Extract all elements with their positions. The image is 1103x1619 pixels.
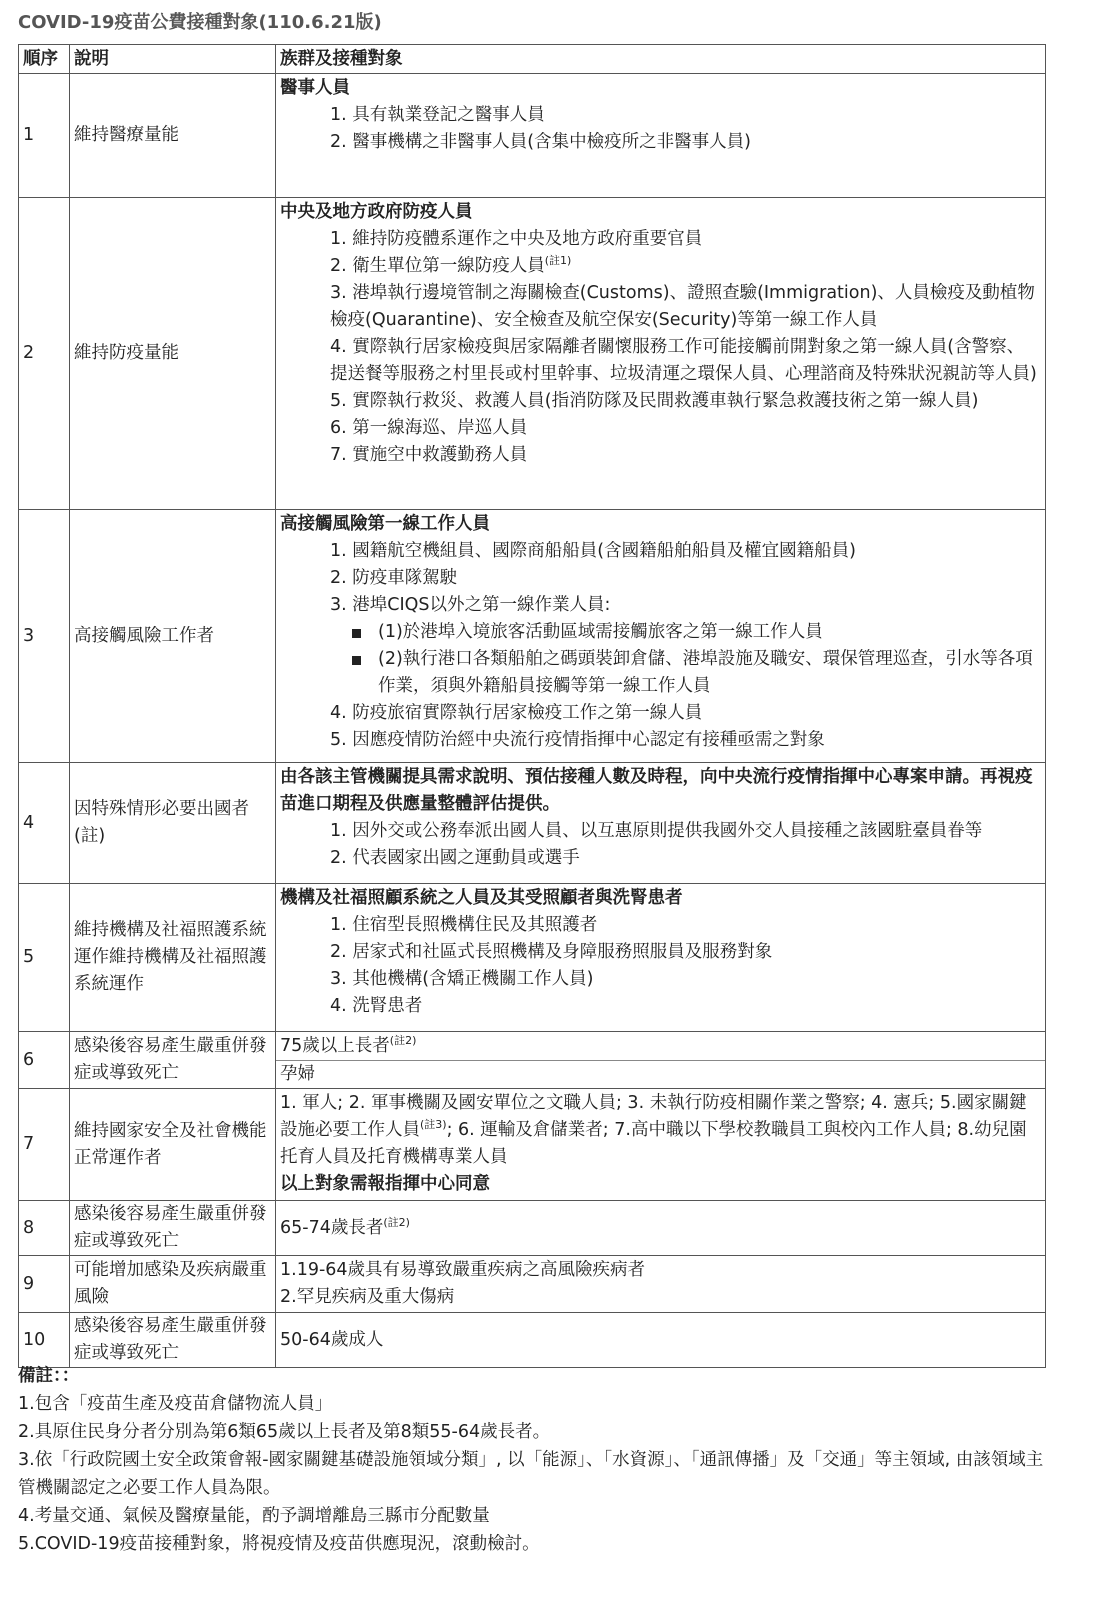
list-item: 3. 港埠執行邊境管制之海關檢查(Customs)、證照查驗(Immigration)、人員檢疫及動植物檢疫(Quarantine)、安全檢查及航空保安(Security)等第一線工作人員 — [330, 283, 1035, 330]
list-item: 1. 具有執業登記之醫事人員 — [330, 105, 545, 125]
header-description: 說明 — [70, 45, 276, 74]
row-order: 4 — [19, 763, 70, 884]
row-target-group — [276, 74, 1046, 198]
table-row — [19, 510, 1046, 763]
table-row — [19, 1201, 1046, 1256]
list-item: 2. 代表國家出國之運動員或選手 — [330, 848, 580, 868]
row-order: 2 — [19, 198, 70, 510]
group-items — [280, 912, 1041, 1020]
row-target-group — [276, 884, 1046, 1032]
target-paragraph — [280, 1090, 1041, 1171]
list-item: 2. 居家式和社區式長照機構及身障服務照服員及服務對象 — [330, 942, 773, 962]
row-target-group — [276, 198, 1046, 510]
row-target-group — [276, 510, 1046, 763]
row-description: 高接觸風險工作者 — [70, 510, 276, 763]
remarks-heading: 備註：： — [18, 1366, 80, 1386]
table-row — [19, 1256, 1046, 1313]
remark-item: 5.COVID-19疫苗接種對象，將視疫情及疫苗供應現況，滾動檢討。 — [18, 1534, 540, 1554]
group-title: 由各該主管機關提具需求說明、預估接種人數及時程，向中央流行疫情指揮中心專案申請。再視疫苗進口期程及供應量整體評估提供。 — [280, 767, 1033, 814]
list-item — [310, 592, 1041, 700]
list-item: 2. 醫事機構之非醫事人員(含集中檢疫所之非醫事人員) — [330, 132, 751, 152]
list-item: 1. 因外交或公務奉派出國人員、以互惠原則提供我國外交人員接種之該國駐臺員眷等 — [330, 821, 983, 841]
row-description: 因特殊情形必要出國者(註) — [70, 763, 276, 884]
group-items — [280, 818, 1041, 872]
target-line: 1.19-64歲具有易導致嚴重疾病之高風險疾病者 — [280, 1260, 646, 1280]
table-row — [19, 1313, 1046, 1368]
table-row — [19, 1089, 1046, 1201]
row-order: 8 — [19, 1201, 70, 1256]
row-target-group — [276, 763, 1046, 884]
row-order: 7 — [19, 1089, 70, 1201]
row-description: 感染後容易產生嚴重併發症或導致死亡 — [70, 1032, 276, 1089]
row-description: 維持機構及社福照護系統運作維持機構及社福照護系統運作 — [70, 884, 276, 1032]
target-text: ; 6. 運輸及倉儲業者; 7.高中職以下學校教職員工與校內工作人員; 8.幼兒園托育人員及托育機構專業人員 — [280, 1120, 1027, 1167]
footnote-ref: (註1) — [544, 254, 572, 268]
row-description: 維持防疫量能 — [70, 198, 276, 510]
sub-list-item: (2)執行港口各類船舶之碼頭裝卸倉儲、港埠設施及職安、環保管理巡查，引水等各項作業，須與外籍船員接觸等第一線工作人員 — [350, 646, 1041, 700]
table-row — [19, 74, 1046, 198]
row-target-group — [276, 1089, 1046, 1201]
list-item: 4. 實際執行居家檢疫與居家隔離者關懷服務工作可能接觸前開對象之第一線人員(含警察、提送餐等服務之村里長或村里幹事、垃圾清運之環保人員、心理諮商及特殊狀況親訪等人員) — [330, 337, 1037, 384]
group-title: 醫事人員 — [280, 78, 350, 98]
table-row — [19, 198, 1046, 510]
group-title: 高接觸風險第一線工作人員 — [280, 514, 490, 534]
list-item: 6. 第一線海巡、岸巡人員 — [330, 418, 528, 438]
row-order: 10 — [19, 1313, 70, 1368]
row-order: 9 — [19, 1256, 70, 1313]
header-order: 順序 — [19, 45, 70, 74]
list-item-text: 3. 港埠CIQS以外之第一線作業人員: — [330, 595, 611, 615]
group-items — [280, 102, 1041, 156]
target-line — [276, 1033, 1045, 1060]
list-item: 5. 實際執行救災、救護人員(指消防隊及民間救護車執行緊急救護技術之第一線人員) — [330, 391, 979, 411]
row-description: 可能增加感染及疾病嚴重風險 — [70, 1256, 276, 1313]
list-item: 3. 其他機構(含矯正機關工作人員) — [330, 969, 594, 989]
list-item: 4. 防疫旅宿實際執行居家檢疫工作之第一線人員 — [330, 703, 703, 723]
footnote-ref: (註2) — [389, 1033, 417, 1047]
remark-item: 2.具原住民身分者分別為第6類65歲以上長者及第8類55-64歲長者。 — [18, 1422, 551, 1442]
vaccine-priority-table — [18, 44, 1046, 1368]
list-item: 1. 維持防疫體系運作之中央及地方政府重要官員 — [330, 229, 703, 249]
list-item: 7. 實施空中救護勤務人員 — [330, 445, 528, 465]
group-items — [280, 226, 1041, 469]
table-row — [19, 884, 1046, 1032]
row-description: 維持醫療量能 — [70, 74, 276, 198]
list-item-text: 2. 衛生單位第一線防疫人員 — [330, 256, 545, 276]
group-items — [280, 538, 1041, 754]
row-order: 6 — [19, 1032, 70, 1089]
row-target-group: 50-64歲成人 — [276, 1313, 1046, 1368]
list-item: 1. 國籍航空機組員、國際商船船員(含國籍船舶船員及權宜國籍船員) — [330, 541, 856, 561]
row-description: 維持國家安全及社會機能正常運作者 — [70, 1089, 276, 1201]
remark-item: 1.包含「疫苗生產及疫苗倉儲物流人員」 — [18, 1394, 333, 1414]
table-row — [19, 1032, 1046, 1089]
target-line: 2.罕見疾病及重大傷病 — [280, 1287, 455, 1307]
target-text: 1. 軍人; 2. 軍事機關及國安單位之文職人員; 3. 未執行防疫相關作業之警察; 4. 憲兵; 5.國家關鍵設施必要工作人員 — [280, 1093, 1027, 1140]
target-text: 75歲以上長者 — [280, 1035, 390, 1056]
list-item — [310, 253, 1041, 280]
table-header-row — [19, 45, 1046, 74]
list-item: 4. 洗腎患者 — [330, 996, 423, 1016]
row-target-group — [276, 1201, 1046, 1256]
remark-item: 4.考量交通、氣候及醫療量能，酌予調增離島三縣市分配數量 — [18, 1506, 490, 1526]
remarks-section — [18, 1362, 1048, 1558]
approval-note: 以上對象需報指揮中心同意 — [280, 1174, 490, 1194]
group-title: 機構及社福照顧系統之人員及其受照顧者與洗腎患者 — [280, 888, 683, 908]
page-title: COVID-19疫苗公費接種對象(110.6.21版) — [18, 12, 382, 33]
footnote-ref: (註3) — [420, 1118, 447, 1132]
row-target-group — [276, 1032, 1046, 1089]
row-description: 感染後容易產生嚴重併發症或導致死亡 — [70, 1313, 276, 1368]
table-row — [19, 763, 1046, 884]
list-item: 2. 防疫車隊駕駛 — [330, 568, 458, 588]
row-order: 1 — [19, 74, 70, 198]
target-text: 65-74歲長者 — [280, 1217, 384, 1238]
row-order: 5 — [19, 884, 70, 1032]
sub-list-item: (1)於港埠入境旅客活動區域需接觸旅客之第一線工作人員 — [350, 619, 1041, 646]
row-description: 感染後容易產生嚴重併發症或導致死亡 — [70, 1201, 276, 1256]
group-title: 中央及地方政府防疫人員 — [280, 202, 473, 222]
target-line: 孕婦 — [276, 1060, 1045, 1088]
list-item: 5. 因應疫情防治經中央流行疫情指揮中心認定有接種亟需之對象 — [330, 730, 825, 750]
header-target-group: 族群及接種對象 — [276, 45, 1046, 74]
row-target-group — [276, 1256, 1046, 1313]
row-order: 3 — [19, 510, 70, 763]
remark-item: 3.依「行政院國土安全政策會報-國家關鍵基礎設施領域分類」, 以「能源」、「水資源」、「通訊傳播」及「交通」等主領域, 由該領域主管機關認定之必要工作人員為限。 — [18, 1450, 1044, 1498]
footnote-ref: (註2) — [383, 1215, 410, 1229]
list-item: 1. 住宿型長照機構住民及其照護者 — [330, 915, 598, 935]
sub-list — [330, 619, 1041, 700]
